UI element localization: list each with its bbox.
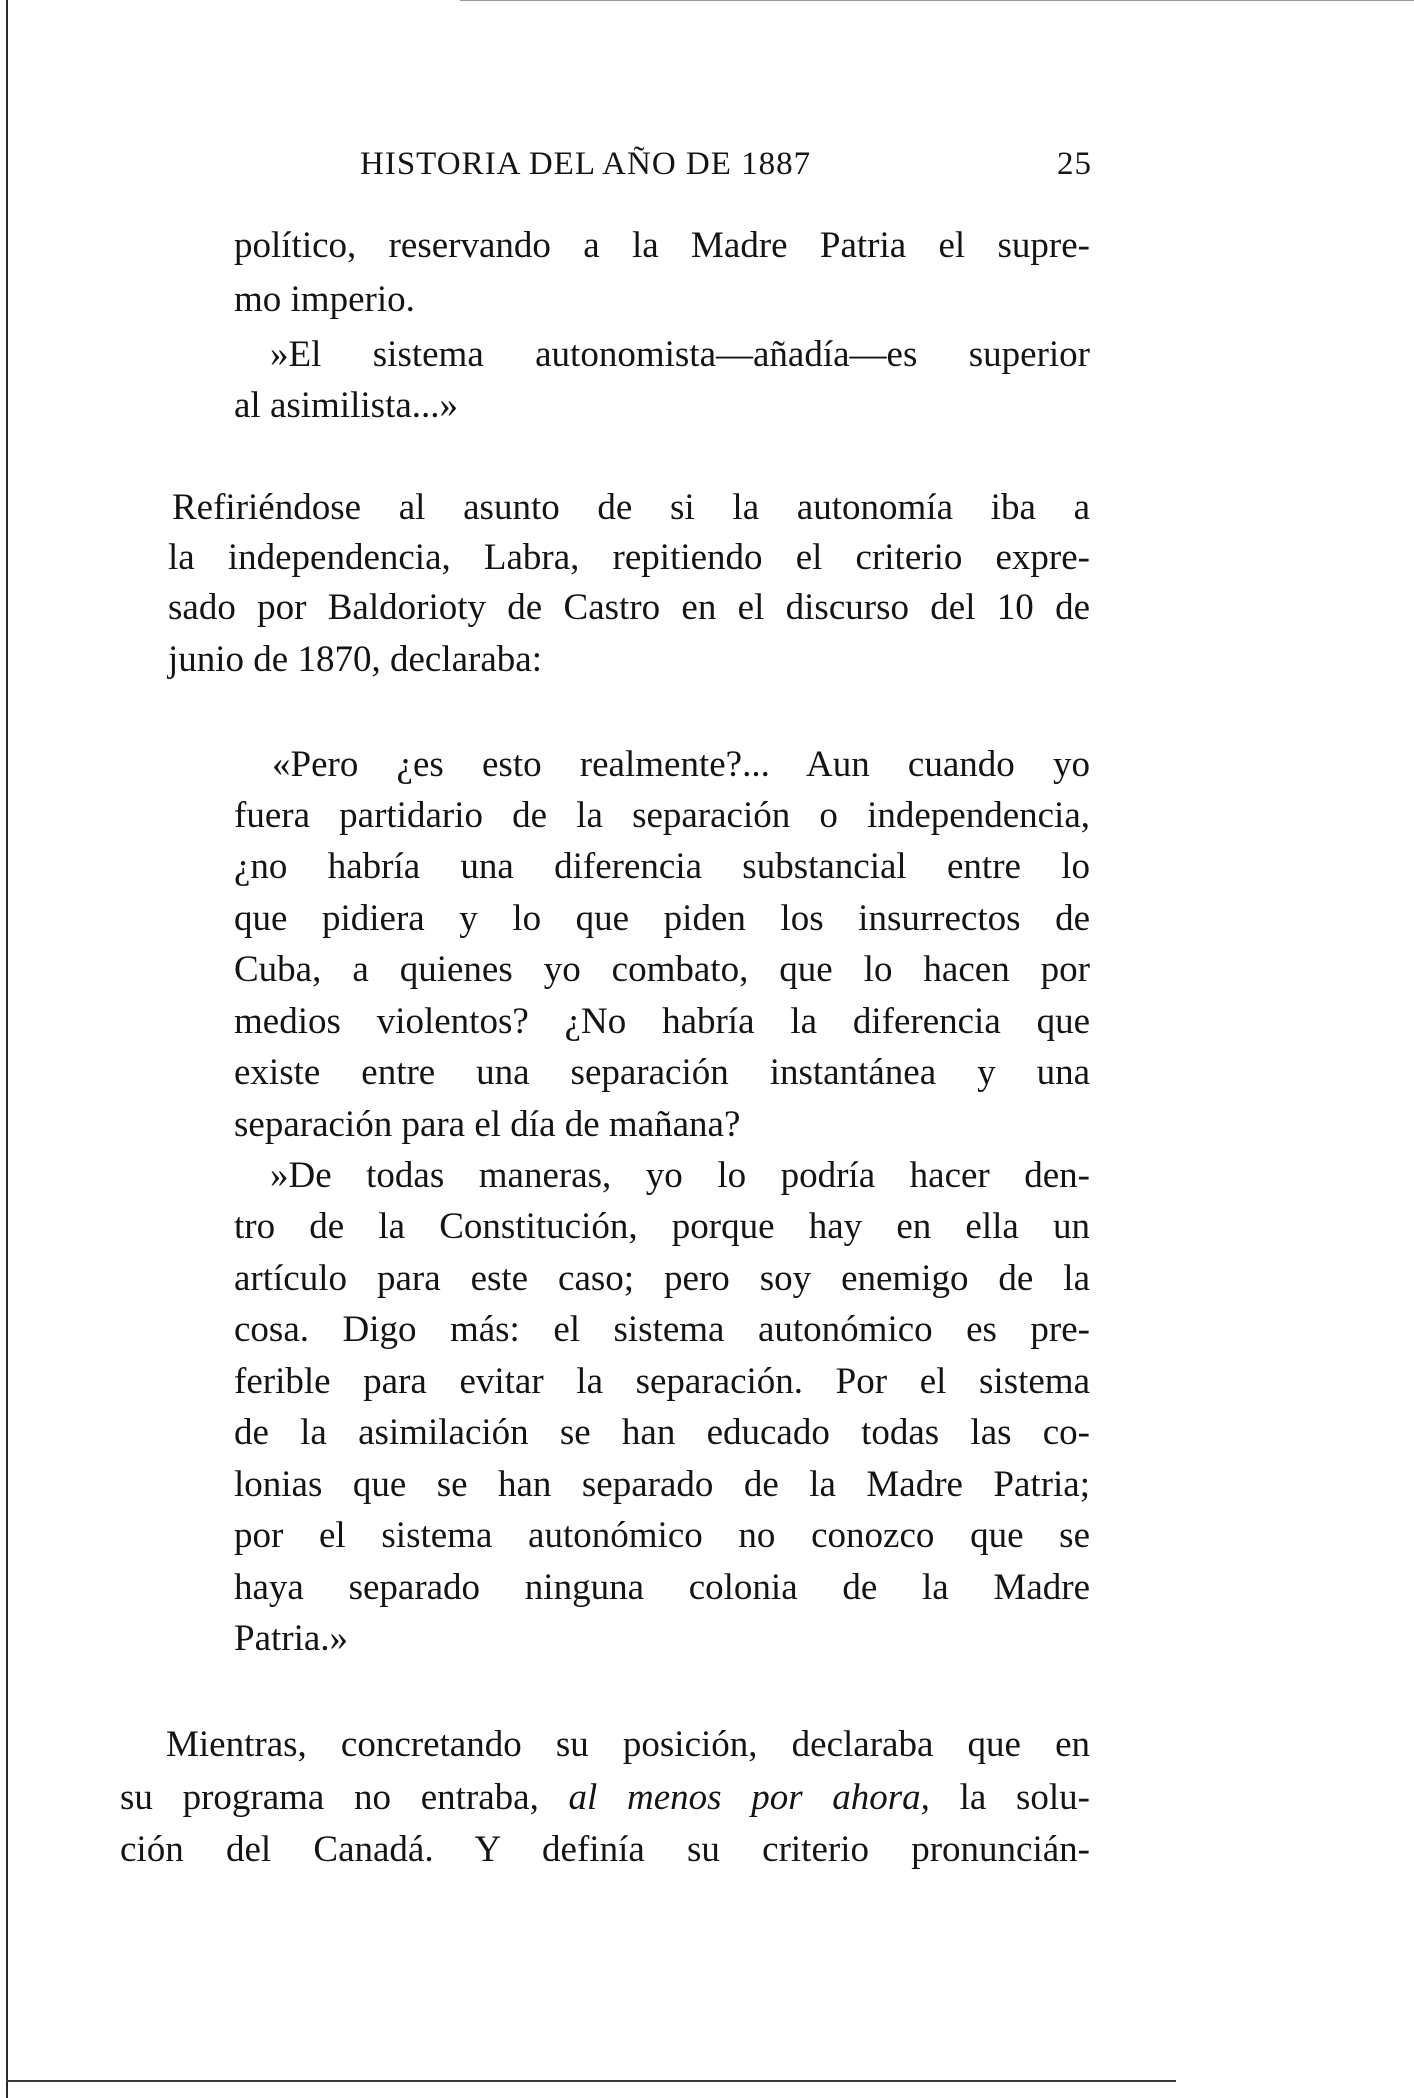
text-line: fuera partidario de la separación o independencia, [234,795,1090,836]
text-line: cosa. Digo más: el sistema autonómico es pre- [234,1309,1090,1350]
text-line: al asimilista...» [234,385,459,426]
page-edge-top [460,0,1414,1]
text-line: separación para el día de mañana? [234,1104,741,1145]
text-line: Refiriéndose al asunto de si la autonomía iba a [172,487,1090,528]
running-title: HISTORIA DEL AÑO DE 1887 [360,146,812,182]
text-line: »De todas maneras, yo lo podría hacer den- [270,1155,1090,1196]
running-header [162,146,1092,186]
italic-phrase: al menos por ahora, [568,1777,930,1818]
text-line [120,1776,1090,1820]
text-line: por el sistema autonómico no conozco que se [234,1515,1090,1556]
text-line: haya separado ninguna colonia de la Madre [234,1567,1090,1608]
page-edge-left [6,0,8,2098]
text-line: que pidiera y lo que piden los insurrectos de [234,898,1090,939]
text-line: Mientras, concretando su posición, declaraba que en [166,1724,1090,1765]
page-number: 25 [1057,146,1092,182]
page-edge-bottom [6,2080,1176,2082]
text-run: la solu- [929,1777,1091,1818]
text-line: ¿no habría una diferencia substancial entre lo [234,846,1090,887]
text-line: de la asimilación se han educado todas las co- [234,1412,1090,1453]
text-line: Cuba, a quienes yo combato, que lo hacen por [234,949,1090,990]
text-line: sado por Baldorioty de Castro en el discurso del 10 de [168,587,1090,628]
text-run: su programa no entraba, [120,1777,569,1818]
text-line: medios violentos? ¿No habría la diferencia que [234,1001,1090,1042]
text-line: lonias que se han separado de la Madre Patria; [234,1464,1090,1505]
text-line: existe entre una separación instantánea y una [234,1052,1090,1093]
text-line: «Pero ¿es esto realmente?... Aun cuando yo [272,744,1090,785]
text-line: político, reservando a la Madre Patria el supre- [234,225,1090,266]
text-line: ción del Canadá. Y definía su criterio pronuncián- [120,1829,1090,1870]
text-line: junio de 1870, declaraba: [168,639,542,680]
text-line: la independencia, Labra, repitiendo el criterio expre- [168,537,1090,578]
text-line: »El sistema autonomista—añadía—es superior [270,334,1090,375]
text-line: Patria.» [234,1618,349,1659]
text-line: ferible para evitar la separación. Por el sistema [234,1361,1090,1402]
text-line: tro de la Constitución, porque hay en ella un [234,1206,1090,1247]
text-line: artículo para este caso; pero soy enemigo de la [234,1258,1090,1299]
text-line: mo imperio. [234,279,415,320]
